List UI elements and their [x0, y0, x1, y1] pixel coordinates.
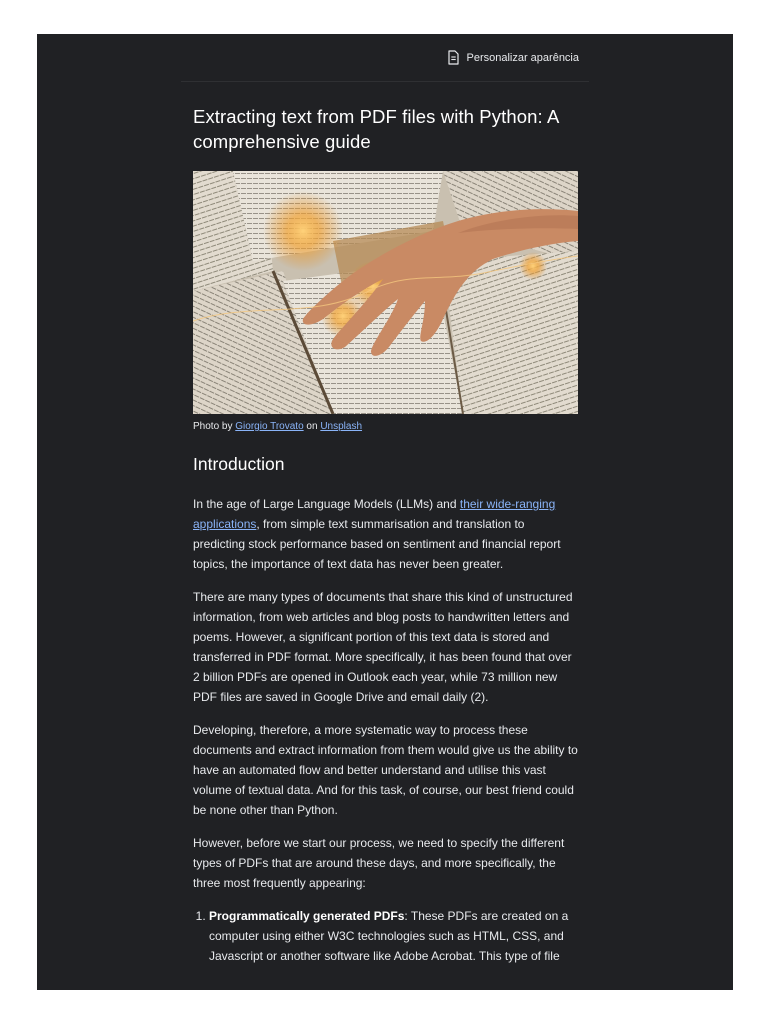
caption-middle: on — [303, 421, 321, 432]
reader-toolbar — [181, 34, 589, 82]
paragraph-3: Developing, therefore, a more systematic way to process these documents and extract information from them would give us the ability to have an automated flow and better understand and utilise this vast volume of textual data. And for this task, of course, our best friend could be none other than Python. — [193, 723, 578, 817]
hero-image — [193, 171, 578, 414]
reader-viewer — [37, 34, 733, 990]
paragraph-1-text-end: , from simple text summarisation and translation to predicting stock performance based on sentiment and financial report topics, the importance of text data has never been greater. — [193, 517, 561, 571]
caption-prefix: Photo by — [193, 421, 236, 432]
paragraph-1 — [193, 494, 579, 574]
paragraph-4: However, before we start our process, we need to specify the different types of PDFs that are around these days, and more specifically, the three most frequently appearing: — [193, 836, 565, 890]
list-item-term: Programmatically generated PDFs — [209, 909, 405, 923]
document-icon — [447, 50, 460, 65]
image-caption — [193, 421, 579, 432]
customize-appearance-label: Personalizar aparência — [466, 51, 579, 64]
article — [193, 104, 579, 966]
list-item-text: : These PDFs are created on a computer using either W3C technologies such as HTML, CSS, and Javascript or another software like Adobe Acrobat. This type of file — [209, 909, 569, 963]
customize-appearance-button[interactable] — [447, 50, 579, 65]
article-title: Extracting text from PDF files with Python: A comprehensive guide — [193, 106, 559, 152]
unsplash-link[interactable]: Unsplash — [320, 421, 363, 432]
paragraph-2: There are many types of documents that share this kind of unstructured information, from web articles and blog posts to handwritten letters and poems. However, a significant portion of this text data is stored and transferred in PDF format. More specifically, it has been found that over 2 billion PDFs are opened in Outlook each year, while 73 million new PDF files are saved in Google Drive and email daily (2). — [193, 590, 573, 704]
photographer-link[interactable]: Giorgio Trovato — [235, 421, 304, 432]
section-heading: Introduction — [193, 454, 285, 474]
list-item — [209, 906, 579, 966]
pdf-types-list — [193, 906, 579, 966]
paragraph-1-text-start: In the age of Large Language Models (LLMs) and — [193, 497, 460, 511]
applications-link[interactable]: their wide-ranging applications — [193, 497, 556, 531]
